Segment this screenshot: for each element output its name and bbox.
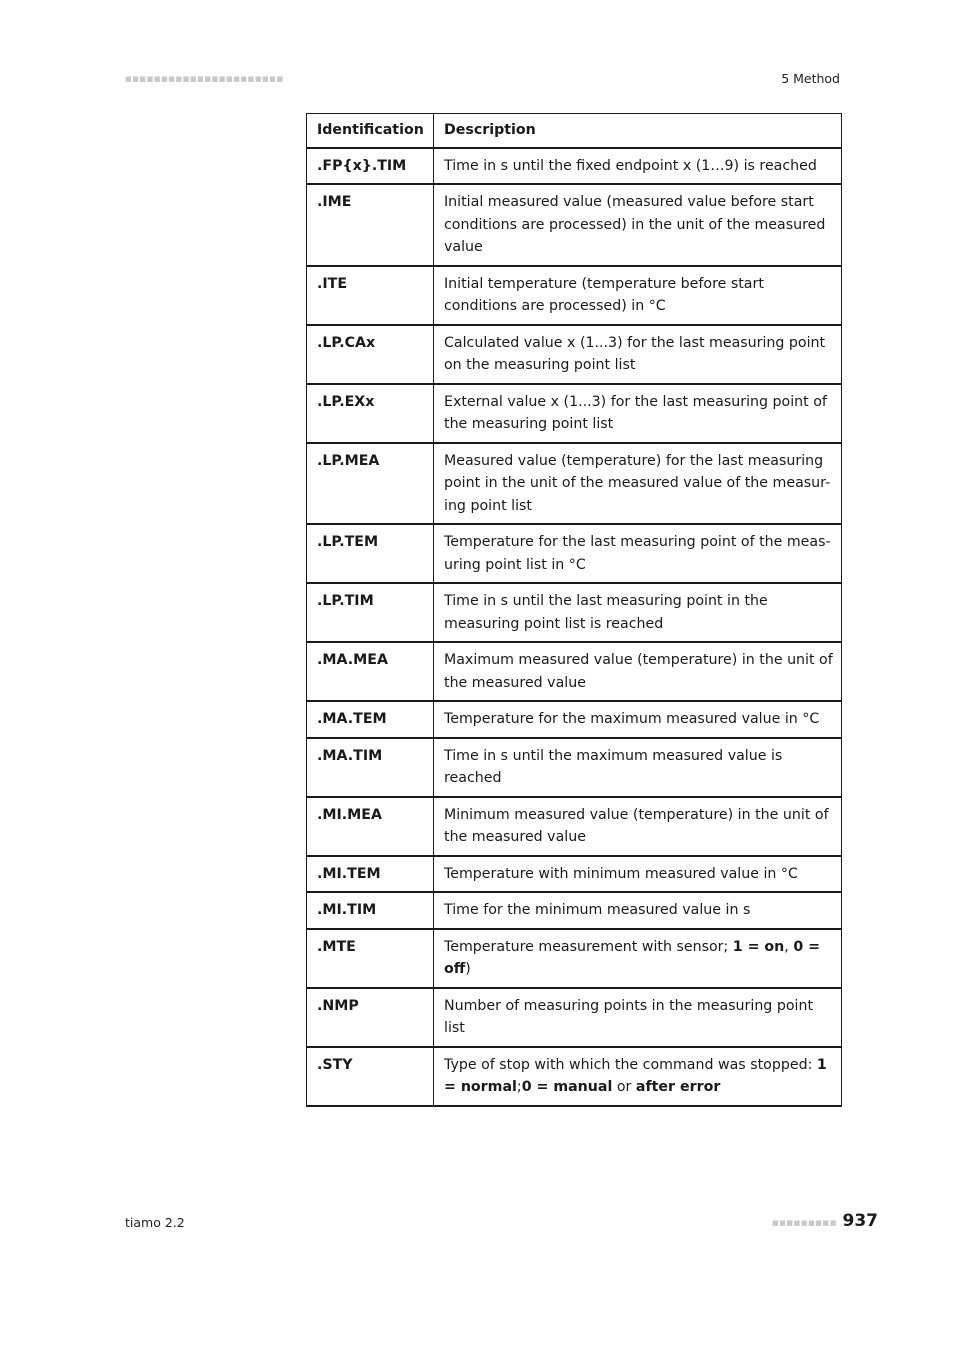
description-bold-text: 1 = normal (444, 1056, 827, 1095)
page-number: 937 (842, 1211, 878, 1231)
description-text: Initial temperature (temperature before start conditions are processed) in °C (444, 275, 764, 314)
identification-cell: .LP.EXx (307, 384, 434, 443)
table-row (307, 325, 842, 384)
table-row (307, 988, 842, 1047)
table-row (307, 524, 842, 583)
description-text: Temperature for the last measuring point of the meas-uring point list in °C (444, 534, 831, 573)
identification-cell: .ITE (307, 266, 434, 325)
description-bold-text: 0 = off (444, 938, 821, 977)
table-row (307, 583, 842, 642)
identification-cell: .LP.TIM (307, 583, 434, 642)
table-body (307, 148, 842, 1106)
table-row (307, 856, 842, 893)
identification-cell: .MI.TIM (307, 892, 434, 929)
description-cell (434, 184, 842, 266)
description-text: Measured value (temperature) for the last measuring point in the unit of the measured value of the measur-ing point list (444, 452, 831, 514)
identification-cell: .MI.TEM (307, 856, 434, 893)
description-bold-text: 1 = on (732, 938, 785, 955)
description-cell (434, 988, 842, 1047)
product-name: tiamo 2.2 (125, 1215, 185, 1230)
identification-cell: .STY (307, 1047, 434, 1106)
parameter-table (306, 113, 842, 1107)
description-cell (434, 929, 842, 988)
description-text: , (784, 938, 794, 955)
description-text: Temperature measurement with sensor; (444, 938, 733, 955)
identification-cell: .NMP (307, 988, 434, 1047)
table-row (307, 929, 842, 988)
description-cell (434, 701, 842, 738)
identification-cell: .MA.MEA (307, 642, 434, 701)
identification-cell: .LP.CAx (307, 325, 434, 384)
description-text: Temperature with minimum measured value in °C (444, 865, 798, 882)
description-text: Time in s until the fixed endpoint x (1…9) is reached (444, 157, 817, 174)
identification-cell: .MI.MEA (307, 797, 434, 856)
description-cell (434, 148, 842, 185)
description-text: Time in s until the maximum measured value is reached (444, 747, 783, 786)
identification-cell: .MA.TEM (307, 701, 434, 738)
identification-cell: .MA.TIM (307, 738, 434, 797)
description-bold-text: 0 = manual (521, 1079, 613, 1095)
table-row (307, 642, 842, 701)
description-text: Calculated value x (1...3) for the last measuring point on the measuring point list (444, 334, 826, 373)
table-row (307, 892, 842, 929)
identification-cell: .FP{x}.TIM (307, 148, 434, 185)
description-text: Minimum measured value (temperature) in the unit of the measured value (444, 806, 829, 845)
description-cell (434, 856, 842, 893)
description-cell (434, 583, 842, 642)
description-cell (434, 443, 842, 525)
description-text: External value x (1...3) for the last measuring point of the measuring point list (444, 393, 827, 432)
table-row (307, 148, 842, 185)
identification-cell: .LP.MEA (307, 443, 434, 525)
footer-decoration: ■■■■■■■■■ (772, 1219, 837, 1227)
table-row (307, 797, 842, 856)
description-cell (434, 892, 842, 929)
description-cell (434, 797, 842, 856)
description-bold-text: after error (635, 1079, 721, 1095)
identification-cell: .MTE (307, 929, 434, 988)
table-row (307, 184, 842, 266)
description-text: ) (465, 961, 471, 977)
description-text: Time for the minimum measured value in s (444, 902, 751, 918)
description-text: or (612, 1079, 636, 1095)
table-row (307, 701, 842, 738)
table-header-row (307, 114, 842, 148)
description-text: Temperature for the maximum measured value in °C (444, 711, 820, 727)
description-text: Type of stop with which the command was stopped: (444, 1056, 817, 1073)
table-row (307, 266, 842, 325)
identification-cell: .IME (307, 184, 434, 266)
table-row (307, 384, 842, 443)
description-cell (434, 1047, 842, 1106)
description-text: ; (516, 1079, 522, 1095)
description-text: Maximum measured value (temperature) in the unit of the measured value (444, 652, 833, 691)
description-text: Initial measured value (measured value before start conditions are processed) in the unit of the measured value (444, 194, 826, 255)
description-text: Number of measuring points in the measuring point list (444, 997, 814, 1036)
table-row (307, 1047, 842, 1106)
description-cell (434, 266, 842, 325)
description-cell (434, 384, 842, 443)
description-cell (434, 325, 842, 384)
header-decoration: ■■■■■■■■■■■■■■■■■■■■■■ (125, 75, 284, 83)
identification-cell: .LP.TEM (307, 524, 434, 583)
column-header-description: Description (434, 114, 842, 148)
table-row (307, 738, 842, 797)
description-text: Time in s until the last measuring point in the measuring point list is reached (444, 593, 768, 632)
description-cell (434, 738, 842, 797)
description-cell (434, 524, 842, 583)
table-row (307, 443, 842, 525)
description-cell (434, 642, 842, 701)
column-header-identification: Identification (307, 114, 434, 148)
section-title: 5 Method (781, 71, 840, 86)
